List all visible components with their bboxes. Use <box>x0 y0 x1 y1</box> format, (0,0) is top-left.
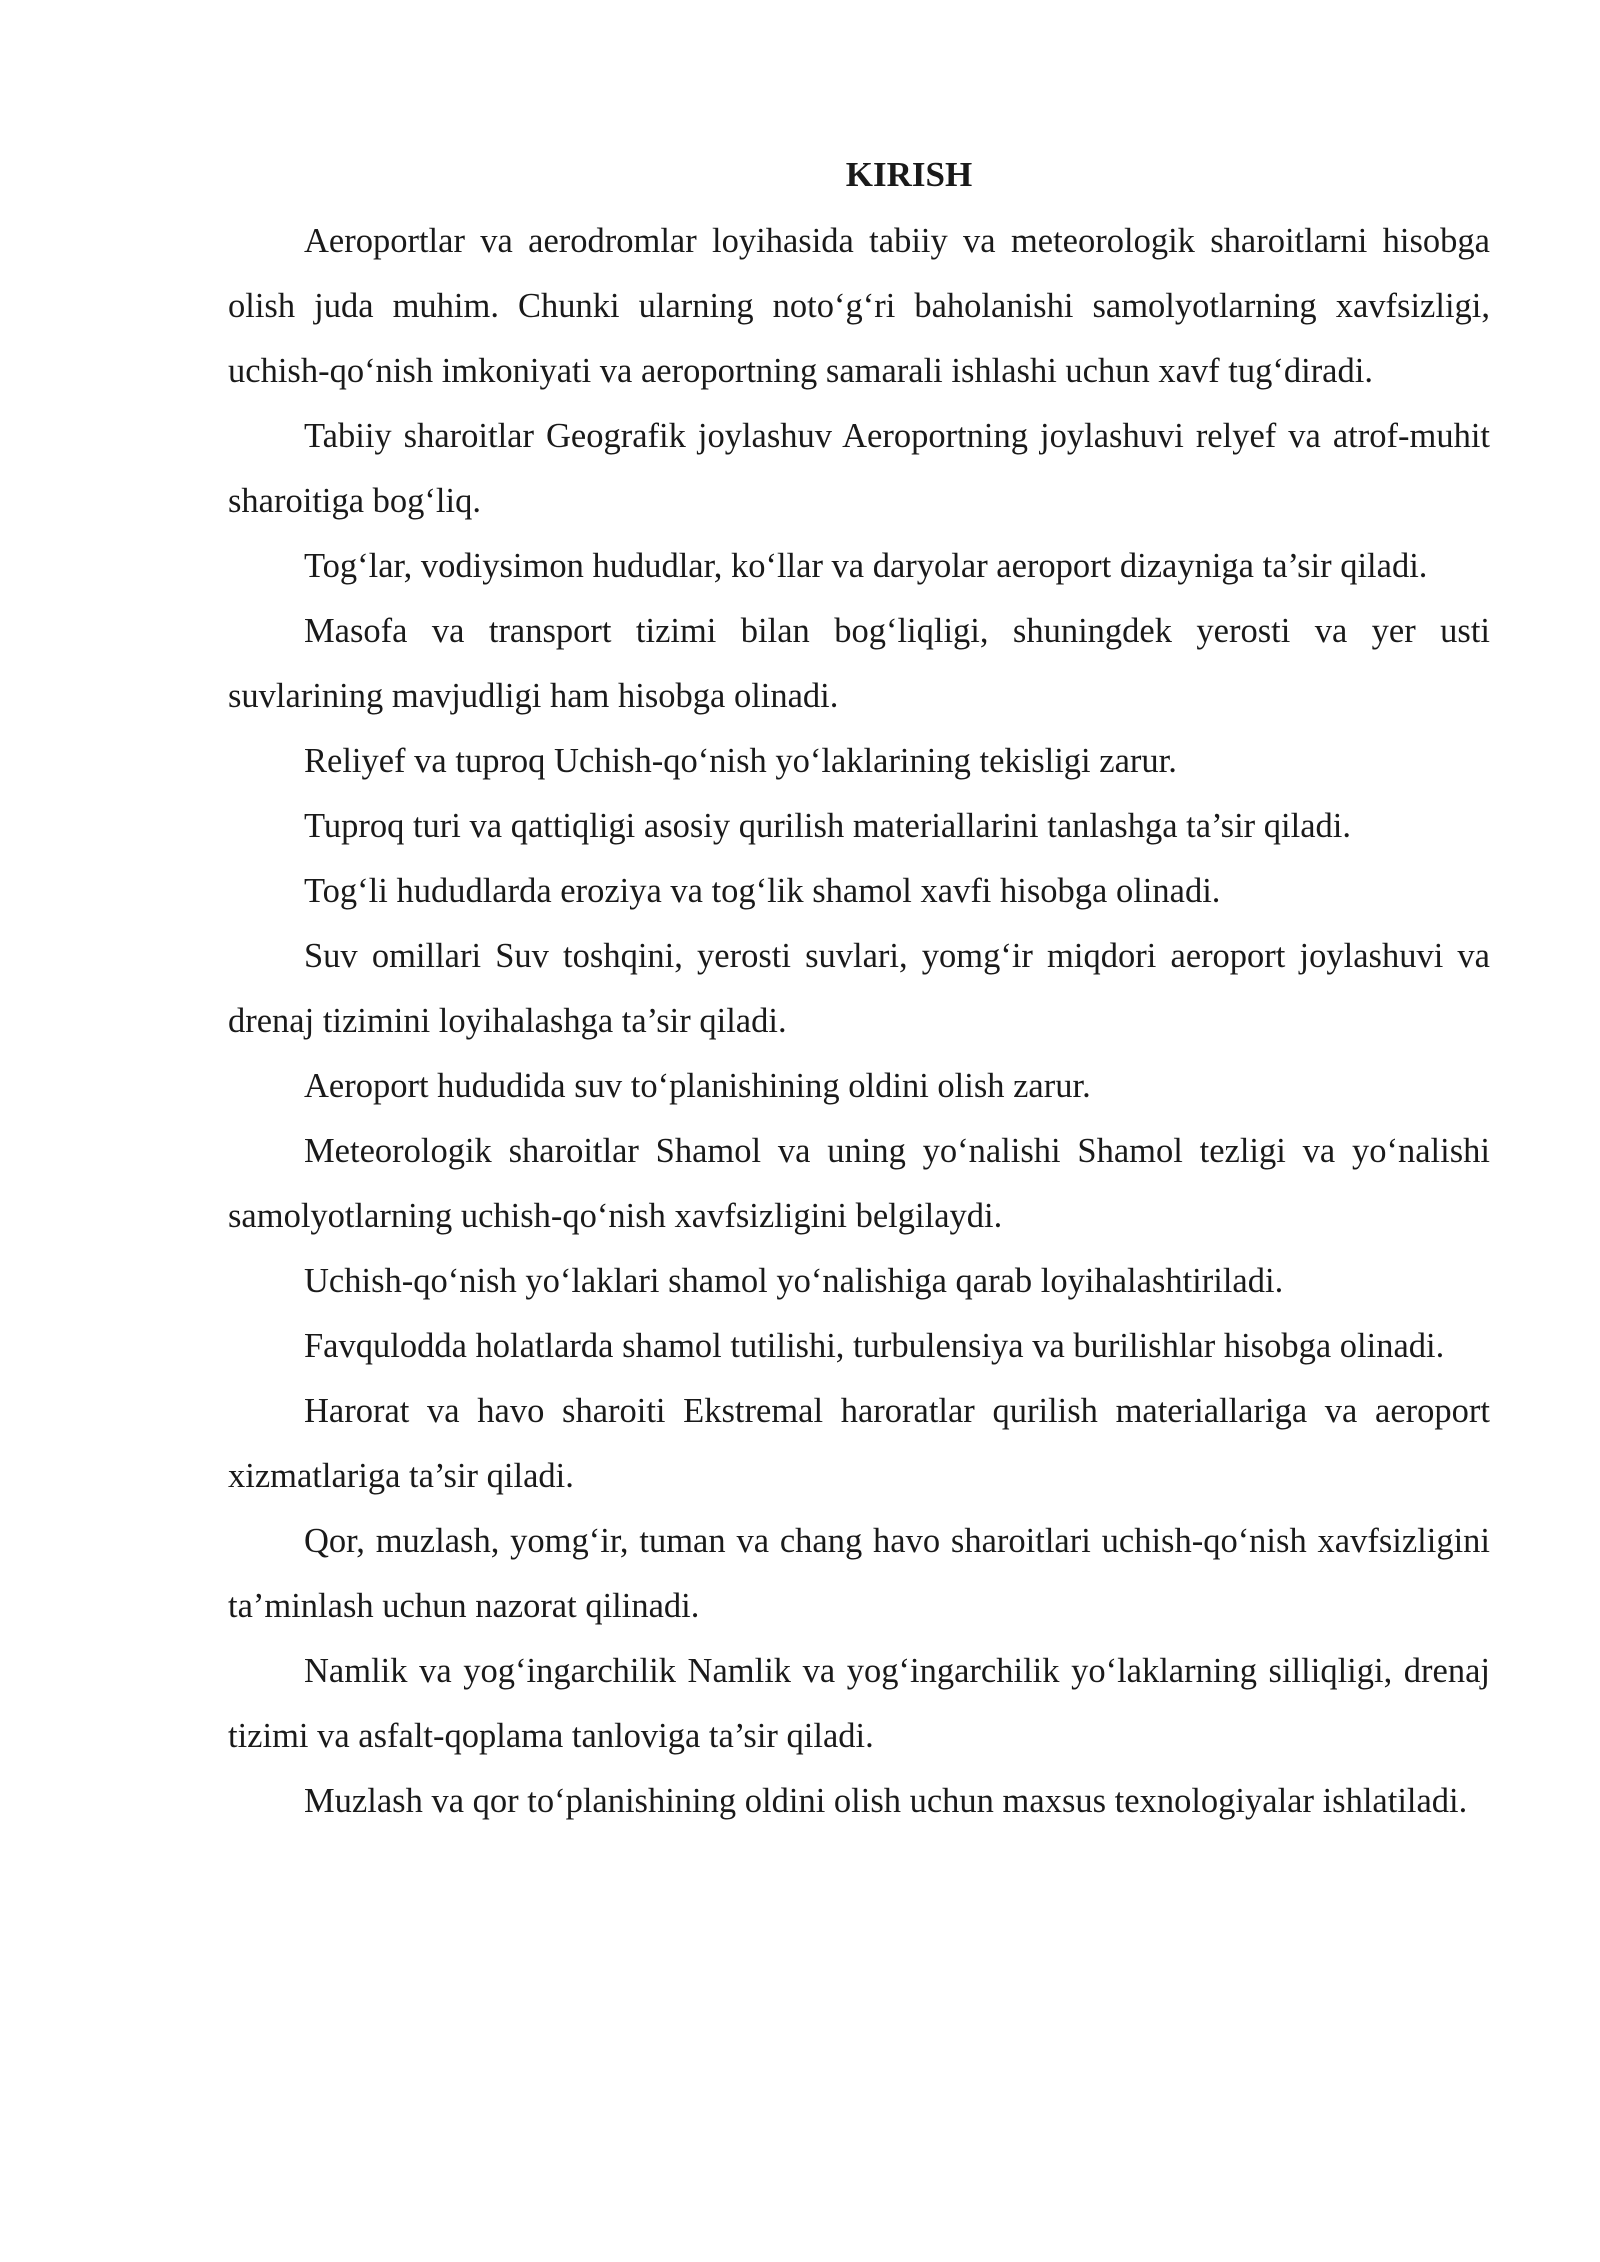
page-title: KIRISH <box>845 155 973 194</box>
paragraph: Aeroportlar va aerodromlar loyihasida tabiiy va meteorologik sharoitlarni hisobga olish juda muhim. Chunki ularning noto‘g‘ri baholanishi samolyotlarning xavfsizligi, uchish-qo‘nish imkoniyati va aeroportning samarali ishlashi uchun xavf tug‘diradi. <box>228 222 1490 390</box>
paragraph: Tabiiy sharoitlar Geografik joylashuv Aeroportning joylashuvi relyef va atrof-muhit sharoitiga bog‘liq. <box>228 417 1490 520</box>
paragraph: Muzlash va qor to‘planishining oldini olish uchun maxsus texnologiyalar ishlatiladi. <box>304 1782 1468 1820</box>
paragraph: Tog‘lar, vodiysimon hududlar, ko‘llar va daryolar aeroport dizayniga ta’sir qiladi. <box>304 547 1428 585</box>
paragraph: Qor, muzlash, yomg‘ir, tuman va chang havo sharoitlari uchish-qo‘nish xavfsizligini ta’minlash uchun nazorat qilinadi. <box>228 1522 1490 1625</box>
paragraph: Namlik va yog‘ingarchilik Namlik va yog‘ingarchilik yo‘laklarning silliqligi, drenaj tizimi va asfalt-qoplama tanloviga ta’sir qiladi. <box>228 1652 1490 1755</box>
document-page <box>228 150 1490 1834</box>
document-body <box>228 209 1490 1834</box>
paragraph: Reliyef va tuproq Uchish-qo‘nish yo‘laklarining tekisligi zarur. <box>304 742 1177 780</box>
paragraph: Harorat va havo sharoiti Ekstremal haroratlar qurilish materiallariga va aeroport xizmatlariga ta’sir qiladi. <box>228 1392 1490 1495</box>
paragraph: Tog‘li hududlarda eroziya va tog‘lik shamol xavfi hisobga olinadi. <box>304 872 1221 910</box>
paragraph: Tuproq turi va qattiqligi asosiy qurilish materiallarini tanlashga ta’sir qiladi. <box>304 807 1351 845</box>
paragraph: Suv omillari Suv toshqini, yerosti suvlari, yomg‘ir miqdori aeroport joylashuvi va drenaj tizimini loyihalashga ta’sir qiladi. <box>228 937 1490 1040</box>
paragraph: Uchish-qo‘nish yo‘laklari shamol yo‘nalishiga qarab loyihalashtiriladi. <box>304 1262 1284 1300</box>
paragraph: Meteorologik sharoitlar Shamol va uning yo‘nalishi Shamol tezligi va yo‘nalishi samolyotlarning uchish-qo‘nish xavfsizligini belgilaydi. <box>228 1132 1490 1235</box>
paragraph: Masofa va transport tizimi bilan bog‘liqligi, shuningdek yerosti va yer usti suvlarining mavjudligi ham hisobga olinadi. <box>228 612 1490 715</box>
paragraph: Favqulodda holatlarda shamol tutilishi, turbulensiya va burilishlar hisobga olinadi. <box>304 1327 1445 1365</box>
paragraph: Aeroport hududida suv to‘planishining oldini olish zarur. <box>304 1067 1091 1105</box>
